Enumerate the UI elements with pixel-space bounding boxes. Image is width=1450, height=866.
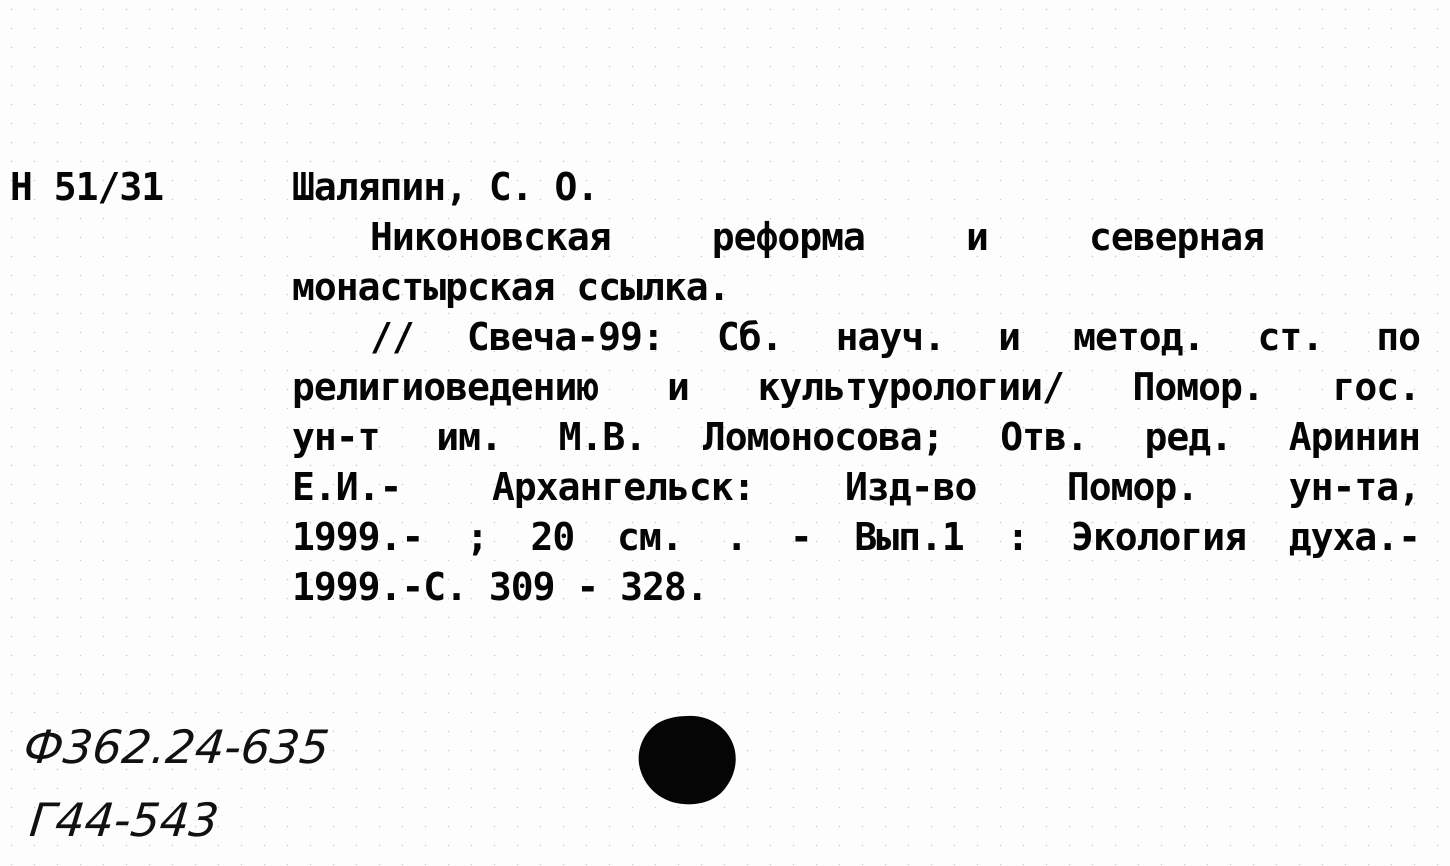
source-line-2: религиоведению и культурологии/ Помор. гос.	[292, 365, 1420, 409]
title-line-1: Никоновская реформа и северная	[370, 215, 1264, 259]
source-line-3: ун-т им. М.В. Ломоносова; Отв. ред. Аринин	[292, 415, 1420, 459]
bibliographic-description	[292, 212, 1420, 612]
source-line-5: 1999.- ; 20 см. . - Вып.1 : Экология духа.-	[292, 515, 1420, 559]
pages-line: 1999.-С. 309 - 328.	[292, 565, 708, 609]
author-name: Шаляпин, С. О.	[292, 165, 599, 209]
handwritten-code-1: Ф362.24-635	[21, 720, 332, 774]
handwritten-code-2: Г44-543	[27, 793, 222, 847]
punch-hole-icon	[636, 712, 740, 808]
source-line-1: // Свеча-99: Сб. науч. и метод. ст. по	[370, 315, 1420, 359]
shelf-mark: Н 51/31	[10, 165, 164, 209]
title-line-2: монастырская ссылка.	[292, 265, 730, 309]
source-line-4: Е.И.- Архангельск: Изд-во Помор. ун-та,	[292, 465, 1420, 509]
